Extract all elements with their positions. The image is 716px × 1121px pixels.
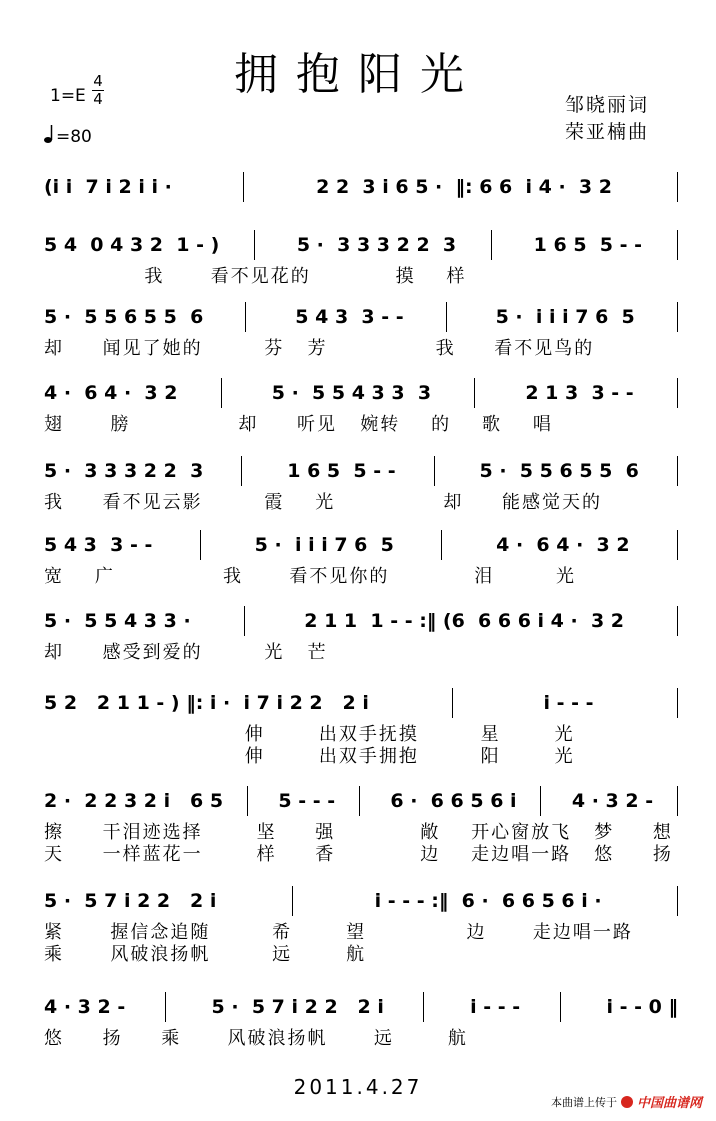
notation-segment: 5 · 5 5 6 5 5 6 xyxy=(466,460,646,482)
footer-credit xyxy=(551,1092,702,1111)
bar-line xyxy=(446,302,447,332)
notation-segment: 6 · 6 6 5 6 i xyxy=(377,790,524,812)
bar-line xyxy=(677,886,678,916)
bar-line xyxy=(677,456,678,486)
quarter-note-icon xyxy=(44,124,54,144)
notation-segment: 4 · 6 4 · 3 2 xyxy=(482,534,637,556)
lyric-line: 天 一样蓝花一 样 香 边 走边唱一路 悠 扬 xyxy=(44,844,673,865)
bar-line xyxy=(434,456,435,486)
tempo-marking xyxy=(44,124,92,147)
notation-segment: 5 - - - xyxy=(265,790,342,812)
lyric-line: 伸 出双手抚摸 星 光 xyxy=(44,724,575,745)
bar-line xyxy=(677,172,678,202)
bar-line xyxy=(247,786,248,816)
notation-segment: 1 6 5 5 - - xyxy=(520,234,649,256)
time-signature xyxy=(91,73,105,108)
notation-segment: 5 4 3 3 - - xyxy=(282,306,411,328)
notation-segment: 5 · 5 5 6 5 5 6 xyxy=(44,306,210,328)
site-logo-text: 中国曲谱网 xyxy=(636,1096,702,1111)
bar-line xyxy=(560,992,561,1022)
notation-segment: i - - - xyxy=(530,692,601,714)
notation-line xyxy=(44,604,678,638)
notation-segment: i - - - xyxy=(456,996,527,1018)
notation-segment: 5 · 3 3 3 2 2 3 xyxy=(283,234,463,256)
notation-segment: 5 4 3 3 - - xyxy=(44,534,159,556)
bar-line xyxy=(165,992,166,1022)
tempo-value: =80 xyxy=(56,127,92,147)
bar-line xyxy=(200,530,201,560)
lyric-line: 紧 握信念追随 希 望 边 走边唱一路 xyxy=(44,922,633,943)
lyric-line: 却 闻见了她的 芬 芳 我 看不见鸟的 xyxy=(44,338,595,359)
lyric-line: 我 看不见云影 霞 光 却 能感觉天的 xyxy=(44,492,602,513)
key-signature: 1=E xyxy=(50,86,86,106)
date-stamp: 2011.4.27 xyxy=(293,1075,423,1099)
composer-credit: 荣亚楠曲 xyxy=(565,121,650,143)
lyric-line: 悠 扬 乘 风破浪扬帆 远 航 xyxy=(44,1028,468,1049)
notation-segment: 2 1 1 1 - - :‖ (6 6 6 6 i 4 · 3 2 xyxy=(291,610,631,632)
notation-segment: 5 · 5 5 4 3 3 · xyxy=(44,610,198,632)
notation-segment: 5 2 2 1 1 - ) ‖: i · i 7 i 2 2 2 i xyxy=(44,692,376,714)
notation-segment: 2 2 3 i 6 5 · ‖: 6 6 i 4 · 3 2 xyxy=(302,176,619,198)
bar-line xyxy=(245,302,246,332)
notation-segment: 5 · 3 3 3 2 2 3 xyxy=(44,460,210,482)
notation-segment: 2 1 3 3 - - xyxy=(512,382,641,404)
bar-line xyxy=(452,688,453,718)
bar-line xyxy=(359,786,360,816)
bar-line xyxy=(441,530,442,560)
lyric-line: 却 感受到爱的 光 芒 xyxy=(44,642,328,663)
bar-line xyxy=(221,378,222,408)
lyric-line: 宽 广 我 看不见你的 泪 光 xyxy=(44,566,577,587)
bar-line xyxy=(244,606,245,636)
notation-segment: 5 · i i i 7 6 5 xyxy=(482,306,642,328)
bar-line xyxy=(243,172,244,202)
bar-line xyxy=(677,530,678,560)
notation-segment: 5 · 5 5 4 3 3 3 xyxy=(258,382,438,404)
notation-segment: 5 4 0 4 3 2 1 - ) xyxy=(44,234,226,256)
bar-line xyxy=(677,302,678,332)
bar-line xyxy=(423,992,424,1022)
bar-line xyxy=(677,786,678,816)
site-logo-icon xyxy=(621,1096,633,1108)
bar-line xyxy=(241,456,242,486)
notation-segment: (i i 7 i 2 i i · xyxy=(44,176,186,198)
notation-segment: i - - - :‖ 6 · 6 6 5 6 i · xyxy=(361,890,609,912)
notation-segment: 1 6 5 5 - - xyxy=(274,460,403,482)
notation-segment: 4 · 3 2 - xyxy=(558,790,660,812)
notation-line xyxy=(44,528,678,562)
bar-line xyxy=(677,378,678,408)
notation-line xyxy=(44,170,678,204)
notation-line xyxy=(44,784,678,818)
bar-line xyxy=(677,688,678,718)
bar-line xyxy=(540,786,541,816)
song-title: 拥抱阳光 xyxy=(234,49,482,100)
notation-segment: 4 · 3 2 - xyxy=(44,996,132,1018)
footer-text: 本曲谱上传于 xyxy=(550,1095,617,1109)
bar-line xyxy=(474,378,475,408)
bar-line xyxy=(677,230,678,260)
notation-line xyxy=(44,454,678,488)
bar-line xyxy=(292,886,293,916)
lyric-line: 伸 出双手拥抱 阳 光 xyxy=(44,746,575,767)
notation-segment: 2 · 2 2 3 2 i 6 5 xyxy=(44,790,230,812)
lyric-line: 乘 风破浪扬帆 远 航 xyxy=(44,944,367,965)
notation-line xyxy=(44,990,678,1024)
lyric-line: 擦 干泪迹选择 坚 强 敞 开心窗放飞 梦 想 xyxy=(44,822,673,843)
lyric-line: 翅 膀 却 听见 婉转 的 歌 唱 xyxy=(44,414,553,435)
lyricist-credit: 邹晓丽词 xyxy=(565,94,650,116)
notation-line xyxy=(44,300,678,334)
time-signature-bottom: 4 xyxy=(93,90,103,108)
notation-segment: 5 · i i i 7 6 5 xyxy=(241,534,401,556)
notation-line xyxy=(44,228,678,262)
notation-line xyxy=(44,884,678,918)
notation-segment: 5 · 5 7 i 2 2 2 i xyxy=(198,996,391,1018)
bar-line xyxy=(491,230,492,260)
bar-line xyxy=(677,606,678,636)
notation-segment: 4 · 6 4 · 3 2 xyxy=(44,382,185,404)
notation-segment: i - - 0 ‖ xyxy=(593,996,678,1018)
bar-line xyxy=(254,230,255,260)
notation-segment: 5 · 5 7 i 2 2 2 i xyxy=(44,890,223,912)
time-signature-top: 4 xyxy=(93,72,103,90)
lyric-line: 我 看不见花的 摸 样 xyxy=(44,266,467,287)
notation-line xyxy=(44,376,678,410)
notation-line xyxy=(44,686,678,720)
